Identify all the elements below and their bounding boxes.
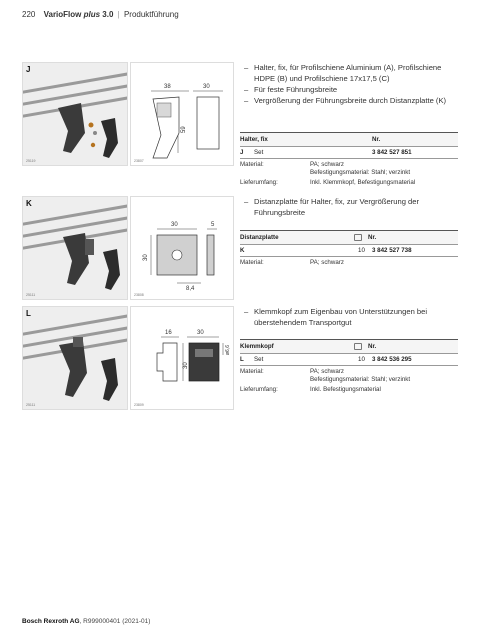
- figure-k: [22, 196, 234, 300]
- spec-label: Material:: [240, 161, 264, 168]
- bullets-k: [244, 196, 458, 218]
- product-name: VarioFlow: [43, 10, 84, 19]
- spec-label: Lieferumfang:: [240, 179, 278, 186]
- part-number: 3 842 536 295: [372, 356, 412, 363]
- table-title: Halter, fix: [240, 136, 268, 143]
- page-header: [22, 10, 179, 19]
- photo-l: [22, 306, 128, 410]
- spec-row: [240, 159, 458, 177]
- spec-label: Material:: [240, 259, 264, 266]
- header-separator: |: [117, 10, 120, 19]
- spec-row: [240, 384, 458, 394]
- table-row: [240, 147, 458, 159]
- nr-header: Nr.: [368, 234, 377, 241]
- figure-l: [22, 306, 234, 410]
- bullets-l: [244, 306, 458, 328]
- dim-depth-label: 30: [203, 84, 210, 90]
- company-name: Bosch Rexroth AG: [22, 618, 80, 625]
- bullet-item: – Klemmkopf zum Eigenbau von Unterstützungen bei überstehendem Transportgut: [244, 306, 458, 328]
- nr-header: Nr.: [368, 343, 377, 350]
- part-number: 3 842 527 851: [372, 149, 412, 156]
- dim-thickness-label: 5: [211, 222, 215, 228]
- spec-row: [240, 366, 458, 384]
- dim-width-label: 38: [164, 84, 171, 90]
- item-variant: [254, 247, 358, 254]
- table-row: [240, 245, 458, 257]
- spec-value: PA; schwarz: [310, 259, 344, 266]
- bullets-j: [244, 62, 458, 106]
- pack-quantity: 10: [358, 247, 365, 254]
- photo-j: [22, 62, 128, 166]
- item-key: J: [240, 149, 244, 156]
- table-header: [240, 230, 458, 245]
- bullet-item: – Halter, fix, für Profilschiene Aluminium (A), Profilschiene HDPE (B) und Profilschiene 17x17,5 (C): [244, 62, 458, 84]
- spec-row: [240, 257, 458, 267]
- figure-letter: J: [26, 65, 31, 74]
- photo-code: 25119: [26, 159, 36, 163]
- bullet-item: – Vergrößerung der Führungsbreite durch Distanzplatte (K): [244, 95, 458, 106]
- photo-code: 25111: [26, 403, 36, 407]
- order-table-l: [240, 339, 458, 394]
- drawing-code: 23807: [134, 159, 144, 163]
- order-table-k: [240, 230, 458, 267]
- drawing-code: 23808: [134, 293, 144, 297]
- figure-letter: K: [26, 199, 32, 208]
- spec-value: PA; schwarz Befestigungsmaterial: Stahl; verzinkt: [310, 161, 411, 176]
- table-header: [240, 339, 458, 354]
- spec-value: PA; schwarz Befestigungsmaterial: Stahl; verzinkt: [310, 368, 411, 383]
- book-icon: [354, 234, 362, 241]
- figure-letter: L: [26, 309, 31, 318]
- dim-height-label: 59: [181, 126, 187, 133]
- spec-label: Material:: [240, 368, 264, 375]
- product-version: 3.0: [100, 10, 114, 19]
- nr-header: Nr.: [372, 136, 381, 143]
- product-italic: plus: [83, 10, 101, 19]
- table-header: [240, 132, 458, 147]
- drawing-k: [130, 196, 234, 300]
- drawing-l: [130, 306, 234, 410]
- table-row: [240, 354, 458, 366]
- part-number: 3 842 527 738: [372, 247, 412, 254]
- photo-k: [22, 196, 128, 300]
- photo-code: 25111: [26, 293, 36, 297]
- page-footer: [22, 618, 150, 625]
- table-title: Distanzplatte: [240, 234, 279, 241]
- item-variant: Set: [254, 149, 264, 156]
- drawing-code: 23809: [134, 403, 144, 407]
- item-key: L: [240, 356, 244, 363]
- order-table-j: [240, 132, 458, 187]
- spec-label: Lieferumfang:: [240, 386, 278, 393]
- spec-value: Inkl. Befestigungsmaterial: [310, 386, 381, 393]
- dim-width-label: 30: [171, 222, 178, 228]
- pack-quantity: 10: [358, 356, 365, 363]
- figure-j: [22, 62, 234, 166]
- book-icon: [354, 343, 362, 350]
- bullet-item: – Distanzplatte für Halter, fix, zur Vergrößerung der Führungsbreite: [244, 196, 458, 218]
- item-variant: Set: [254, 356, 264, 363]
- bullet-item: – Für feste Führungsbreite: [244, 84, 458, 95]
- document-reference: , R999000401 (2021-01): [79, 618, 151, 625]
- dim-width-label: 16: [165, 330, 172, 336]
- item-key: K: [240, 247, 245, 254]
- dim-height-label: 30: [143, 254, 149, 261]
- dim-offset-label: 8,4: [186, 286, 195, 292]
- spec-value: Inkl. Klemmkopf, Befestigungsmaterial: [310, 179, 416, 186]
- dim-height-label: 30: [183, 362, 189, 369]
- dim-depth-label: 30: [197, 330, 204, 336]
- spec-row: [240, 177, 458, 187]
- drawing-j: [130, 62, 234, 166]
- table-title: Klemmkopf: [240, 343, 274, 350]
- page-number: 220: [22, 10, 36, 19]
- dim-diameter-label: ø6,6: [225, 344, 231, 355]
- section-title: Produktführung: [123, 10, 179, 19]
